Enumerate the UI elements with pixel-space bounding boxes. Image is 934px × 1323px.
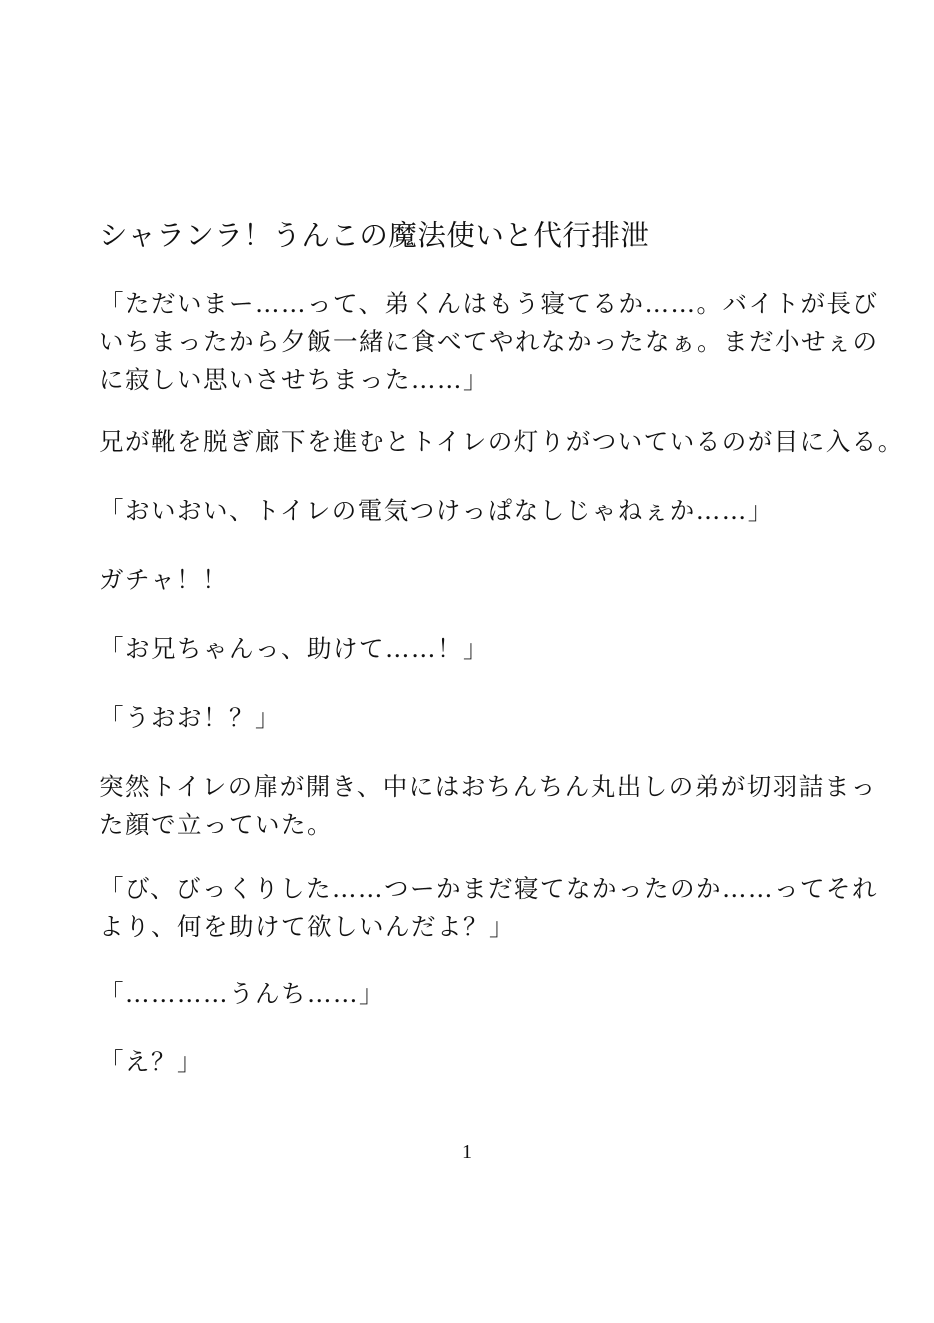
text-line: 「び、びっくりした……つーかまだ寝てなかったのか……ってそれ bbox=[99, 874, 879, 903]
paragraph-dialogue bbox=[99, 870, 879, 946]
chapter-title: シャランラ！うんこの魔法使いと代行排泄 bbox=[99, 219, 650, 252]
text-line: 「え？」 bbox=[99, 1047, 203, 1076]
text-line: 「うおお！？」 bbox=[99, 703, 281, 732]
paragraph-dialogue bbox=[99, 1043, 859, 1081]
paragraph-dialogue bbox=[99, 630, 859, 668]
paragraph-narration bbox=[99, 423, 904, 461]
text-line: た顔で立っていた。 bbox=[99, 810, 333, 839]
paragraph-greeting bbox=[99, 285, 879, 399]
text-line: 突然トイレの扉が開き、中にはおちんちん丸出しの弟が切羽詰まっ bbox=[99, 772, 877, 801]
text-line: より、何を助けて欲しいんだよ？」 bbox=[99, 912, 515, 941]
text-line: 「お兄ちゃんっ、助けて……！」 bbox=[99, 634, 489, 663]
text-line: 兄が靴を脱ぎ廊下を進むとトイレの灯りがついているのが目に入る。 bbox=[99, 427, 904, 456]
text-line: ガチャ！！ bbox=[99, 565, 229, 594]
page-number: 1 bbox=[462, 1141, 472, 1163]
text-line: に寂しい思いさせちまった……」 bbox=[99, 365, 489, 394]
text-line: いちまったから夕飯一緒に食べてやれなかったなぁ。まだ小せぇの bbox=[99, 327, 879, 356]
paragraph-dialogue bbox=[99, 699, 859, 737]
paragraph-sound bbox=[99, 561, 859, 599]
paragraph-dialogue bbox=[99, 492, 859, 530]
text-line: 「…………うんち……」 bbox=[99, 979, 385, 1008]
text-line: 「ただいまー……って、弟くんはもう寝てるか……。バイトが長び bbox=[99, 289, 879, 318]
text-line: 「おいおい、トイレの電気つけっぱなしじゃねぇか……」 bbox=[99, 496, 774, 525]
paragraph-narration bbox=[99, 768, 877, 844]
paragraph-dialogue bbox=[99, 975, 859, 1013]
